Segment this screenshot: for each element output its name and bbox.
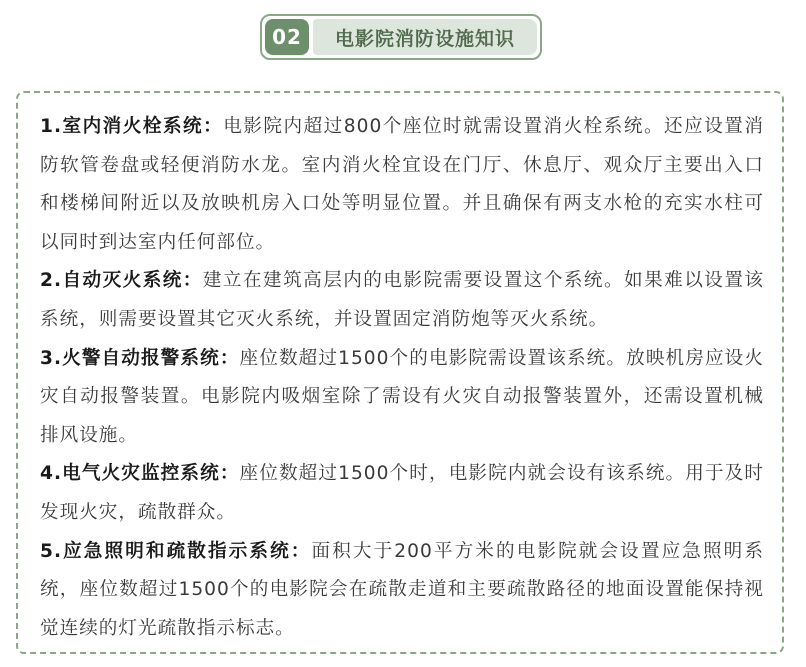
section-header — [260, 14, 542, 60]
item-text: 面积大于200平方米的电影院就会设置应急照明系统，座位数超过1500个的电影院会在疏散走道和主要疏散路径的地面设置能保持视觉连续的灯光疏散指示标志。 — [40, 540, 764, 639]
list-item — [40, 108, 764, 262]
item-title: 4.电气火灾监控系统： — [40, 463, 240, 485]
content-body — [40, 108, 764, 648]
list-item — [40, 262, 764, 339]
item-text: 电影院内超过800个座位时就需设置消火栓系统。还应设置消防软管卷盘或轻便消防水龙。室内消火栓宜设在门厅、休息厅、观众厅主要出入口和楼梯间附近以及放映机房入口处等明显位置。并且确保有两支水枪的充实水柱可以同时到达室内任何部位。 — [40, 116, 764, 253]
list-item — [40, 455, 764, 532]
list-item — [40, 533, 764, 649]
item-text: 座位数超过1500个的电影院需设置该系统。放映机房应设火灾自动报警装置。电影院内吸烟室除了需设有火灾自动报警装置外，还需设置机械排风设施。 — [40, 347, 764, 446]
item-title: 5.应急照明和疏散指示系统： — [40, 540, 312, 562]
item-text: 建立在建筑高层内的电影院需要设置这个系统。如果难以设置该系统，则需要设置其它灭火系统，并设置固定消防炮等灭火系统。 — [40, 270, 764, 330]
item-title: 3.火警自动报警系统： — [40, 347, 240, 369]
section-number-badge: 02 — [265, 19, 309, 55]
list-item — [40, 340, 764, 456]
item-title: 2.自动灭火系统： — [40, 270, 203, 292]
item-title: 1.室内消火栓系统： — [40, 116, 224, 137]
section-title: 电影院消防设施知识 — [313, 19, 537, 55]
item-text: 座位数超过1500个时，电影院内就会设有该系统。用于及时发现火灾，疏散群众。 — [40, 463, 764, 523]
